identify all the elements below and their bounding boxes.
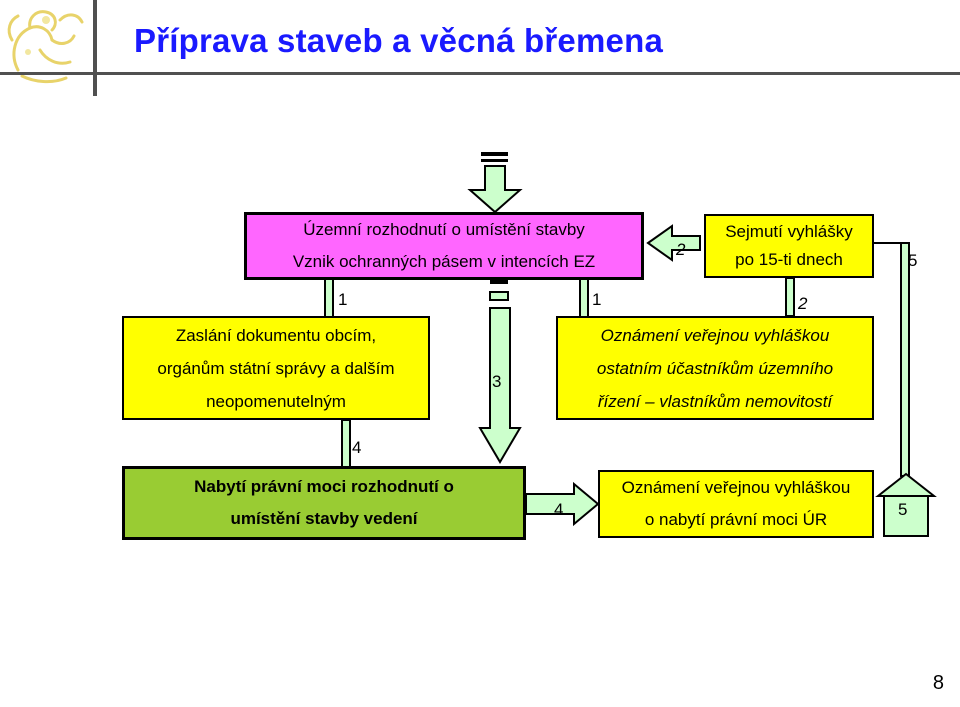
page-title: Příprava staveb a věcná břemena	[134, 22, 663, 59]
arrow-center-down	[480, 280, 520, 462]
territorial-decision-box	[244, 212, 644, 280]
step-label-to-removal-2: 2	[676, 240, 686, 259]
step-label-left-1: 1	[338, 290, 348, 309]
step-label-right-side-5-bottom: 5	[898, 500, 908, 519]
public-notice-line3: řízení – vlastníkům nemovitostí	[597, 391, 833, 411]
legal-force-line1: Nabytí právní moci rozhodnutí o	[194, 477, 454, 496]
public-notice-line2: ostatním účastníkům územního	[596, 358, 834, 378]
public-notice-box	[556, 316, 874, 420]
territorial-decision-line1: Územní rozhodnutí o umístění stavby	[303, 220, 585, 239]
send-docs-line1: Zaslání dokumentu obcím,	[175, 325, 377, 345]
notice-force-line1: Oznámení veřejnou vyhláškou	[621, 478, 851, 497]
public-notice-line1: Oznámení veřejnou vyhláškou	[600, 325, 830, 345]
step-label-right-1: 1	[592, 290, 602, 309]
removal-box	[704, 214, 874, 278]
connector-decision-to-send-docs	[325, 278, 333, 318]
connector-send-docs-to-legal-force	[342, 420, 350, 468]
step-label-right-side-5-top: 5	[908, 251, 918, 270]
connector-right-side	[874, 243, 934, 536]
send-docs-line2: orgánům státní správy a dalším	[157, 358, 395, 378]
connector-removal-to-public-notice	[786, 278, 794, 316]
notice-force-box	[598, 470, 874, 538]
send-docs-box	[122, 316, 430, 420]
step-label-right-4: 4	[554, 500, 564, 519]
notice-force-line2: o nabytí právní moci ÚR	[644, 510, 828, 529]
step-label-up-4: 4	[352, 438, 362, 457]
page-number: 8	[932, 672, 944, 694]
legal-force-line2: umístění stavby vedení	[230, 509, 418, 528]
send-docs-line3: neopomenutelným	[206, 391, 346, 411]
step-label-center-3: 3	[492, 372, 502, 391]
legal-force-box	[122, 466, 526, 540]
removal-line1: Sejmutí vyhlášky	[725, 222, 853, 241]
step-label-removal-down-2: 2	[798, 294, 808, 313]
arrow-top-into-decision	[470, 152, 520, 212]
connector-decision-to-public-notice	[580, 278, 588, 318]
territorial-decision-line2: Vznik ochranných pásem v intencích EZ	[292, 252, 596, 271]
removal-line2: po 15-ti dnech	[735, 250, 843, 269]
arrow-decision-to-removal	[648, 226, 700, 260]
